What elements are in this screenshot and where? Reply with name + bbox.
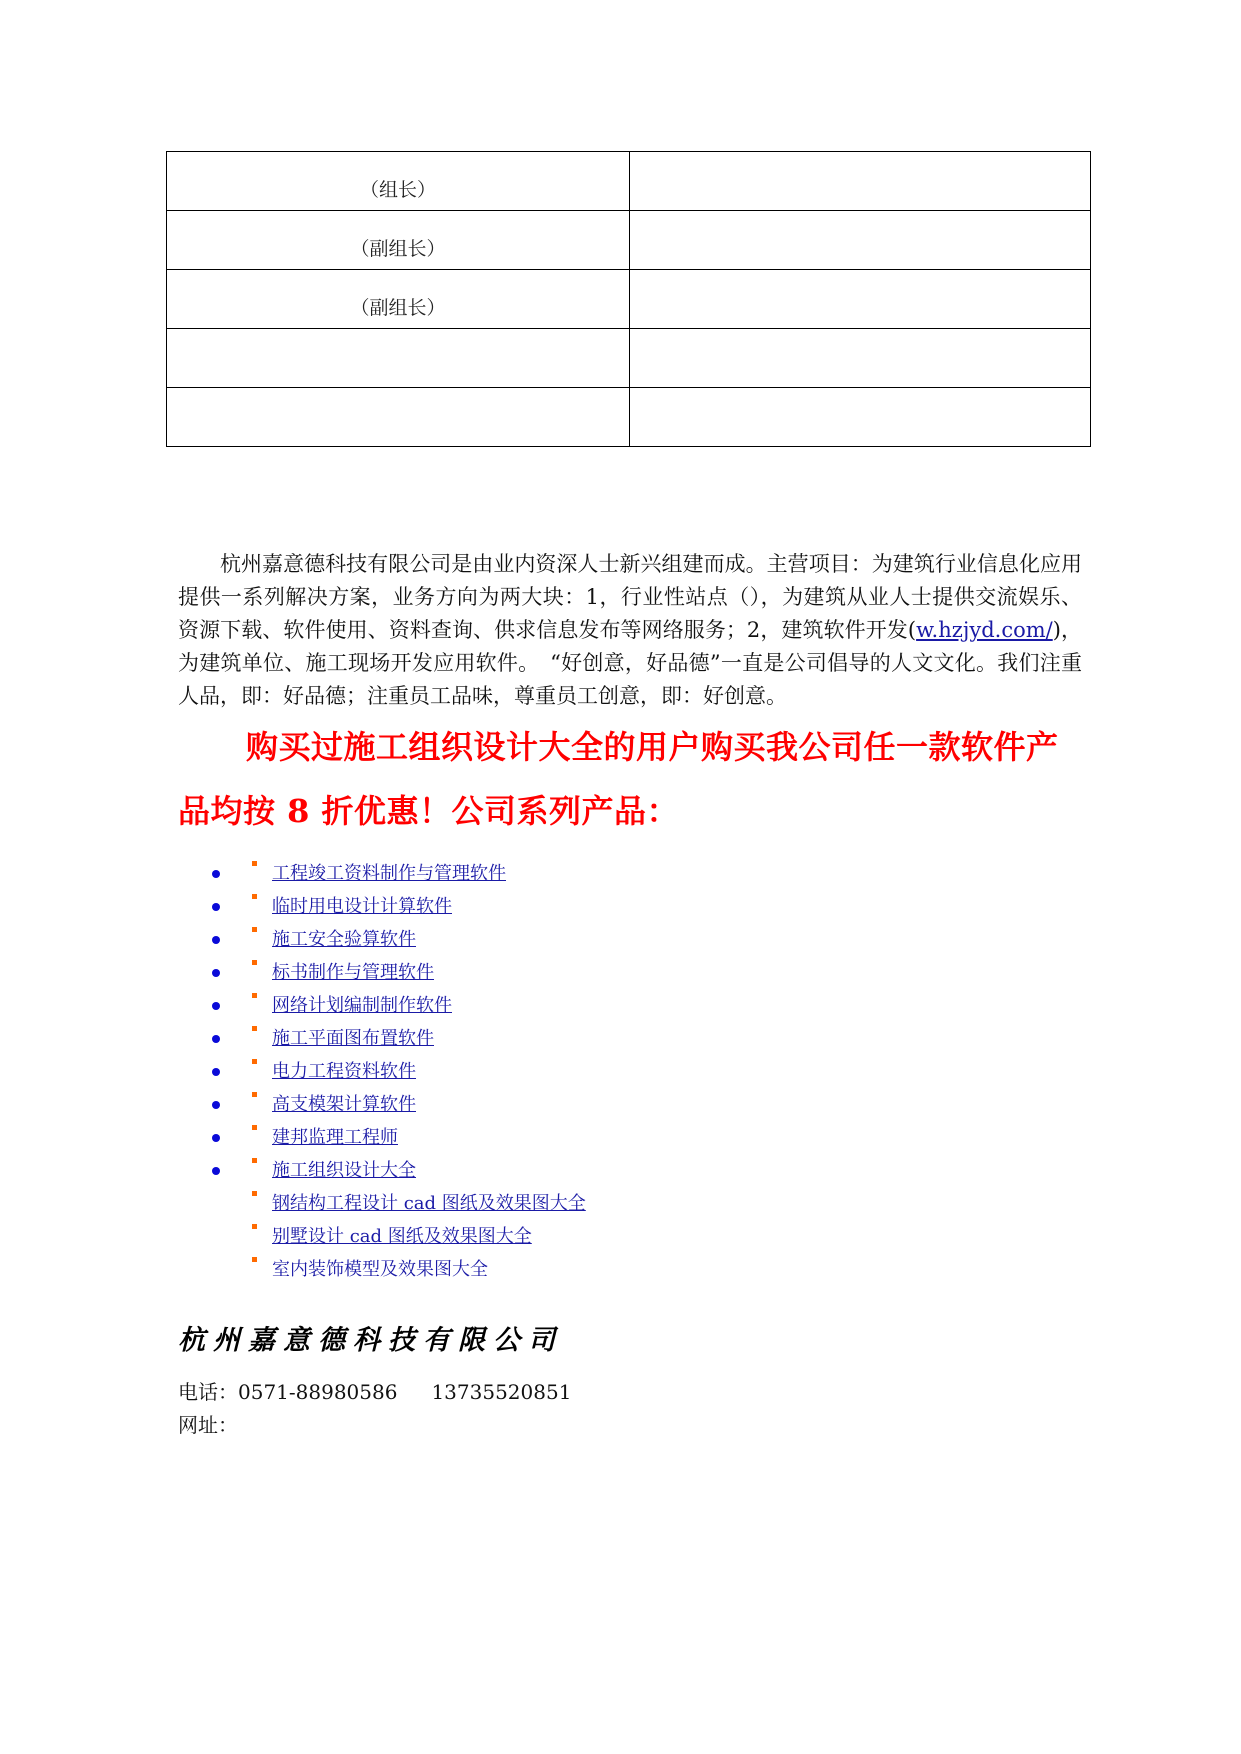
product-link[interactable]: 室内装饰模型及效果图大全: [272, 1259, 488, 1280]
name-cell: [630, 329, 1091, 388]
name-cell: [630, 211, 1091, 270]
product-link[interactable]: 网络计划编制制作软件: [272, 995, 452, 1016]
bullet-dot-icon: [212, 903, 220, 911]
web-label: 网址：: [178, 1413, 238, 1437]
product-link[interactable]: 标书制作与管理软件: [272, 962, 434, 983]
product-link[interactable]: 电力工程资料软件: [272, 1061, 416, 1082]
roles-table: [166, 151, 1091, 447]
bullet-dot-icon: [212, 1068, 220, 1076]
square-marker-icon: [252, 1158, 257, 1163]
table-row: [167, 211, 1091, 270]
square-marker-icon: [252, 960, 257, 965]
square-marker-icon: [252, 993, 257, 998]
table-row: [167, 329, 1091, 388]
name-cell: [630, 270, 1091, 329]
product-link[interactable]: 别墅设计 cad 图纸及效果图大全: [272, 1226, 532, 1247]
company-intro: [178, 548, 1082, 713]
product-link[interactable]: 临时用电设计计算软件: [272, 896, 452, 917]
square-marker-icon: [252, 861, 257, 866]
name-cell: [630, 152, 1091, 211]
product-link[interactable]: 施工平面图布置软件: [272, 1028, 434, 1049]
role-label: （副组长）: [350, 297, 446, 319]
bullet-dot-icon: [212, 969, 220, 977]
square-marker-icon: [252, 1257, 257, 1262]
product-link[interactable]: 钢结构工程设计 cad 图纸及效果图大全: [272, 1193, 586, 1214]
product-link[interactable]: 施工组织设计大全: [272, 1160, 416, 1181]
role-cell: [167, 388, 630, 447]
square-marker-icon: [252, 894, 257, 899]
table-row: [167, 270, 1091, 329]
role-label: （副组长）: [350, 238, 446, 260]
company-name: 杭州嘉意德科技有限公司: [178, 1325, 563, 1356]
role-cell: [167, 211, 630, 270]
table-row: [167, 152, 1091, 211]
website-link[interactable]: w.hzjyd.com/: [916, 618, 1053, 642]
phone-label: 电话：: [178, 1380, 238, 1404]
web-line: [178, 1409, 571, 1442]
contact-info: [178, 1376, 571, 1442]
intro-text-1: 杭州嘉意德科技有限公司是由业内资深人士新兴组建而成。主营项目：为建筑行业信息化应用提供一系列解决方案，业务方向为两大块：1，行业性站点（），为建筑从业人士提供交流娱乐、资源下载、软件使用、资料查询、供求信息发布等网络服务；2，建筑软件开发(: [178, 552, 1082, 642]
bullet-dot-icon: [212, 1134, 220, 1142]
phone-number-1: 0571-88980586: [238, 1380, 398, 1404]
bullet-dot-icon: [212, 870, 220, 878]
square-marker-icon: [252, 1059, 257, 1064]
promo-heading: 购买过施工组织设计大全的用户购买我公司任一款软件产品均按 8 折优惠！公司系列产品：: [178, 728, 1059, 830]
product-link[interactable]: 施工安全验算软件: [272, 929, 416, 950]
product-link[interactable]: 高支模架计算软件: [272, 1094, 416, 1115]
phone-number-2: 13735520851: [431, 1380, 572, 1404]
square-marker-icon: [252, 1224, 257, 1229]
product-link[interactable]: 建邦监理工程师: [272, 1127, 398, 1148]
square-marker-icon: [252, 1092, 257, 1097]
role-cell: [167, 270, 630, 329]
bullet-dot-icon: [212, 1101, 220, 1109]
product-link[interactable]: 工程竣工资料制作与管理软件: [272, 863, 506, 884]
square-marker-icon: [252, 1191, 257, 1196]
bullet-dot-icon: [212, 936, 220, 944]
bullet-dot-icon: [212, 1035, 220, 1043]
bullet-dot-icon: [212, 1167, 220, 1175]
bullet-dot-icon: [212, 1002, 220, 1010]
role-cell: [167, 152, 630, 211]
role-cell: [167, 329, 630, 388]
square-marker-icon: [252, 1125, 257, 1130]
role-label: （组长）: [359, 179, 436, 201]
square-marker-icon: [252, 927, 257, 932]
intro-text-2: )，为建筑单位、施工现场开发应用软件。 “好创意，好品德”一直是公司倡导的人文文化。我们注重人品，即：好品德；注重员工品味，尊重员工创意，即：好创意。: [178, 618, 1082, 708]
square-marker-icon: [252, 1026, 257, 1031]
name-cell: [630, 388, 1091, 447]
table-row: [167, 388, 1091, 447]
phone-line: [178, 1376, 571, 1409]
